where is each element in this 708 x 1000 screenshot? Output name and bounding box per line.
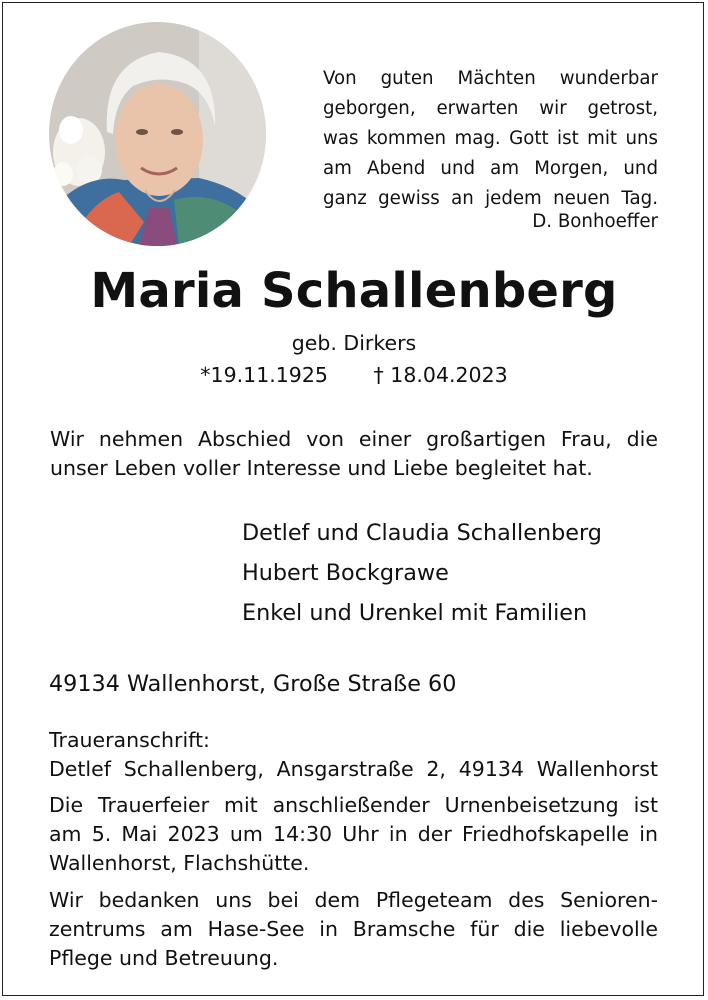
ceremony-line: Die Trauerfeier mit anschließender Urnenbeisetzung ist bbox=[49, 793, 658, 817]
mourning-address-value: Detlef Schallenberg, Ansgarstraße 2, 49134 Wallenhorst bbox=[49, 757, 658, 781]
quote-line: was kommen mag. Gott ist mit uns bbox=[323, 128, 658, 149]
portrait-photo bbox=[49, 22, 266, 246]
bible-quote bbox=[323, 64, 658, 214]
quote-line: ganz gewiss an jedem neuen Tag. bbox=[323, 188, 658, 209]
mourning-address bbox=[49, 726, 658, 784]
quote-line: am Abend und am Morgen, und bbox=[323, 158, 658, 179]
life-dates: *19.11.1925 † 18.04.2023 bbox=[200, 363, 508, 387]
quote-line: geborgen, erwarten wir getrost, bbox=[323, 98, 658, 119]
thanks-line: zentrums am Hase-See in Bramsche für die liebevolle bbox=[49, 917, 658, 941]
mourners-list bbox=[242, 513, 602, 633]
deceased-name: Maria Schallenberg bbox=[90, 263, 618, 319]
farewell-line: unser Leben voller Interesse und Liebe begleitet hat. bbox=[50, 456, 593, 480]
ceremony-line: Wallenhorst, Flachshütte. bbox=[49, 851, 310, 875]
family-address: 49134 Wallenhorst, Große Straße 60 bbox=[49, 671, 457, 697]
thanks-line: Pflege und Betreuung. bbox=[49, 946, 279, 970]
farewell-line: Wir nehmen Abschied von einer großartigen Frau, die bbox=[50, 427, 658, 451]
mourning-address-label: Traueranschrift: bbox=[49, 728, 210, 752]
thanks-note bbox=[49, 886, 658, 973]
quote-author: D. Bonhoeffer bbox=[532, 211, 658, 232]
mourner-entry: Enkel und Urenkel mit Familien bbox=[242, 600, 588, 626]
quote-line: Von guten Mächten wunderbar bbox=[323, 68, 658, 89]
thanks-line: Wir bedanken uns bei dem Pflegeteam des Senioren- bbox=[49, 888, 658, 912]
mourner-entry: Hubert Bockgrawe bbox=[242, 560, 449, 586]
farewell-text bbox=[50, 425, 658, 483]
birth-name: geb. Dirkers bbox=[291, 331, 417, 355]
ceremony-line: am 5. Mai 2023 um 14:30 Uhr in der Friedhofskapelle in bbox=[49, 822, 658, 846]
portrait-illustration bbox=[49, 22, 266, 246]
ceremony-info bbox=[49, 791, 658, 878]
mourner-entry: Detlef und Claudia Schallenberg bbox=[242, 520, 602, 546]
